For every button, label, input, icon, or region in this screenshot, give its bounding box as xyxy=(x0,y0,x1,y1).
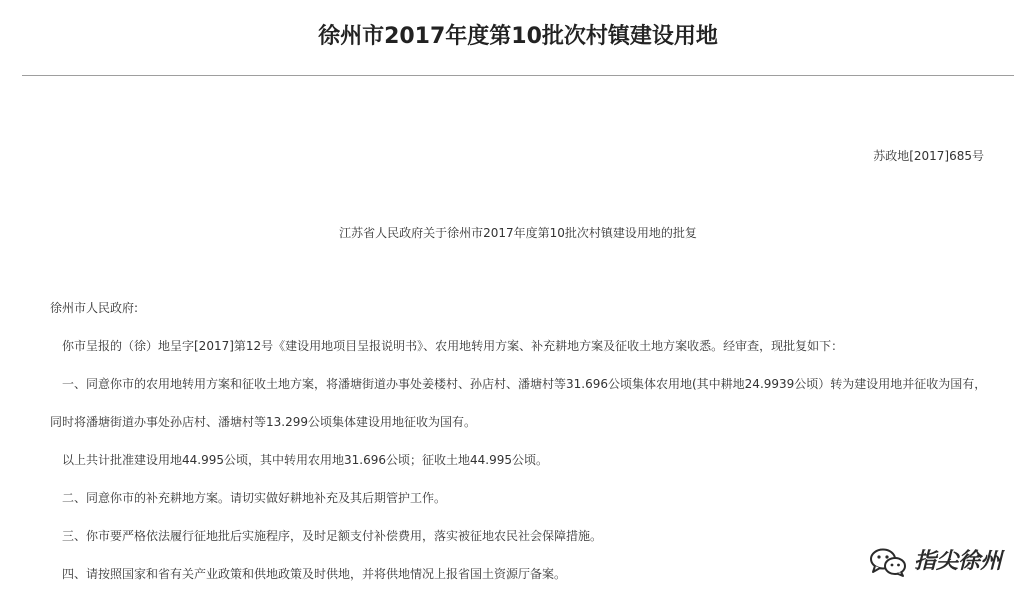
paragraph-summary: 以上共计批准建设用地44.995公顷，其中转用农用地31.696公顷；征收土地44.995公顷。 xyxy=(62,453,548,467)
paragraph-item-1-continued: 同时将潘塘街道办事处孙店村、潘塘村等13.299公顷集体建设用地征收为国有。 xyxy=(50,415,476,429)
wechat-icon xyxy=(868,546,908,578)
paragraph-item-2: 二、同意你市的补充耕地方案。请切实做好耕地补充及其后期管护工作。 xyxy=(62,491,447,505)
paragraph-intro: 你市呈报的（徐）地呈字[2017]第12号《建设用地项目呈报说明书》、农用地转用方案、补充耕地方案及征收土地方案收悉。经审查，现批复如下： xyxy=(62,339,844,353)
watermark-text: 指尖徐州 xyxy=(913,549,1002,574)
salutation: 徐州市人民政府: xyxy=(50,301,139,315)
page-title: 徐州市2017年度第10批次村镇建设用地 xyxy=(318,24,718,49)
title-divider xyxy=(22,75,1014,76)
paragraph-item-1: 一、同意你市的农用地转用方案和征收土地方案，将潘塘街道办事处姜楼村、孙店村、潘塘村等31.696公顷集体农用地(其中耕地24.9939公顷）转为建设用地并征收为国有， xyxy=(62,377,987,391)
paragraph-item-3: 三、你市要严格依法履行征地批后实施程序，及时足额支付补偿费用，落实被征地农民社会保障措施。 xyxy=(62,529,603,543)
paragraph-item-4: 四、请按照国家和省有关产业政策和供地政策及时供地，并将供地情况上报省国土资源厅备案。 xyxy=(62,567,567,581)
document-number: 苏政地[2017]685号 xyxy=(873,149,984,163)
document-subject: 江苏省人民政府关于徐州市2017年度第10批次村镇建设用地的批复 xyxy=(339,226,697,240)
watermark xyxy=(868,545,1002,579)
